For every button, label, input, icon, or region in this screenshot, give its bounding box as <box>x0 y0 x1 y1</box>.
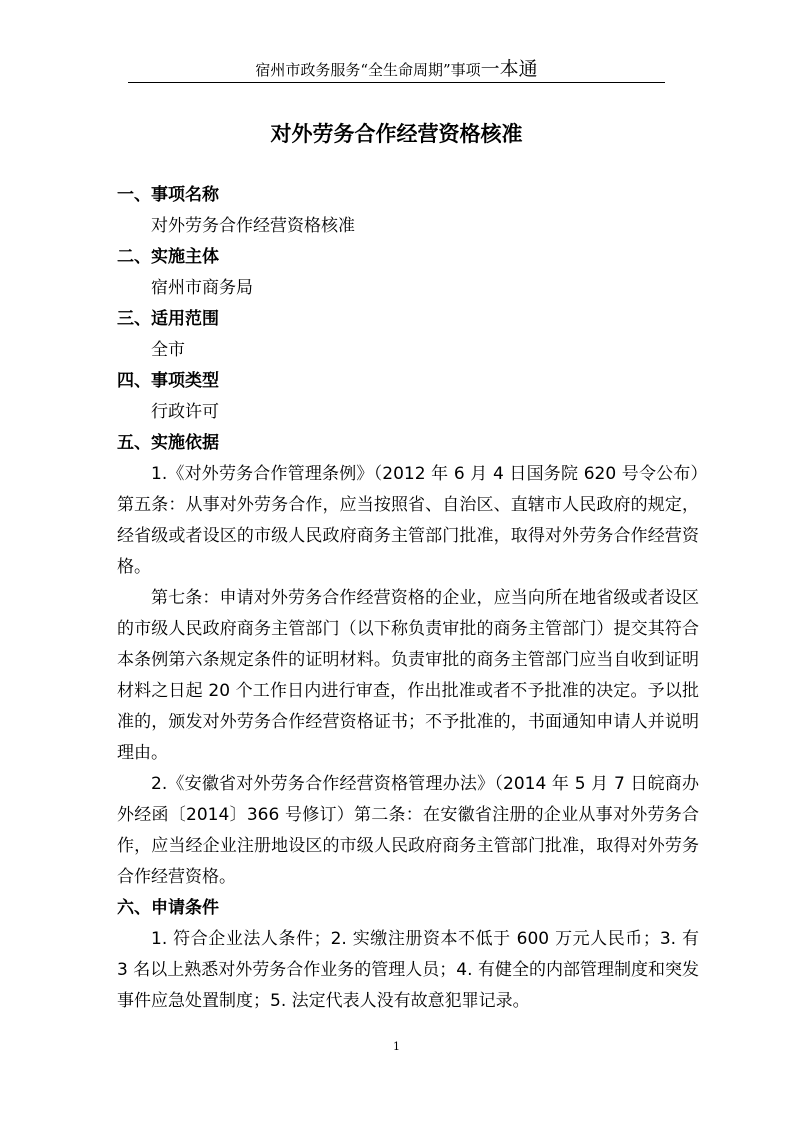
section-conditions <box>117 893 699 1017</box>
paragraph: 第七条：申请对外劳务合作经营资格的企业，应当向所在地省级或者设区的市级人民政府商务主管部门（以下称负责审批的商务主管部门）提交其符合本条例第六条规定条件的证明材料。负责审批的商务主管部门应当自收到证明材料之日起 20 个工作日内进行审查，作出批准或者不予批准的决定。予以批准的，颁发对外劳务合作经营资格证书；不予批准的，书面通知申请人并说明理由。 <box>117 588 699 763</box>
document-body <box>117 180 699 1017</box>
running-header <box>0 58 793 81</box>
section-heading: 一、事项名称 <box>117 185 219 205</box>
section-implementing-body <box>117 242 699 304</box>
section-legal-basis <box>117 428 699 893</box>
header-suffix: 一本通 <box>480 58 538 80</box>
document-title: 对外劳务合作经营资格核准 <box>270 122 523 146</box>
section-item-type <box>117 366 699 428</box>
paragraph: 1.《对外劳务合作管理条例》（2012 年 6 月 4 日国务院 620 号令公布）第五条：从事对外劳务合作，应当按照省、自治区、直辖市人民政府的规定，经省级或者设区的市级人民政府商务主管部门批准，取得对外劳务合作经营资格。 <box>117 464 699 577</box>
header-rule <box>128 82 665 83</box>
header-text: 宿州市政务服务“全生命周期”事项 <box>255 61 481 79</box>
page-number: 1 <box>393 1040 400 1053</box>
section-heading: 五、实施依据 <box>117 433 219 453</box>
section-heading: 六、申请条件 <box>117 898 219 918</box>
paragraph: 1. 符合企业法人条件；2. 实缴注册资本不低于 600 万元人民币；3. 有 3 名以上熟悉对外劳务合作业务的管理人员；4. 有健全的内部管理制度和突发事件应急处置制度；5. 法定代表人没有故意犯罪记录。 <box>117 929 699 1011</box>
section-scope <box>117 304 699 366</box>
paragraph: 2.《安徽省对外劳务合作经营资格管理办法》（2014 年 5 月 7 日皖商办外经函〔2014〕366 号修订）第二条：在安徽省注册的企业从事对外劳务合作，应当经企业注册地设区的市级人民政府商务主管部门批准，取得对外劳务合作经营资格。 <box>117 774 699 887</box>
section-item-name <box>117 180 699 242</box>
section-value: 行政许可 <box>151 402 219 422</box>
section-value: 宿州市商务局 <box>151 278 253 298</box>
section-value: 对外劳务合作经营资格核准 <box>151 216 355 236</box>
section-value: 全市 <box>151 340 185 360</box>
section-heading: 四、事项类型 <box>117 371 219 391</box>
section-heading: 二、实施主体 <box>117 247 219 267</box>
section-heading: 三、适用范围 <box>117 309 219 329</box>
